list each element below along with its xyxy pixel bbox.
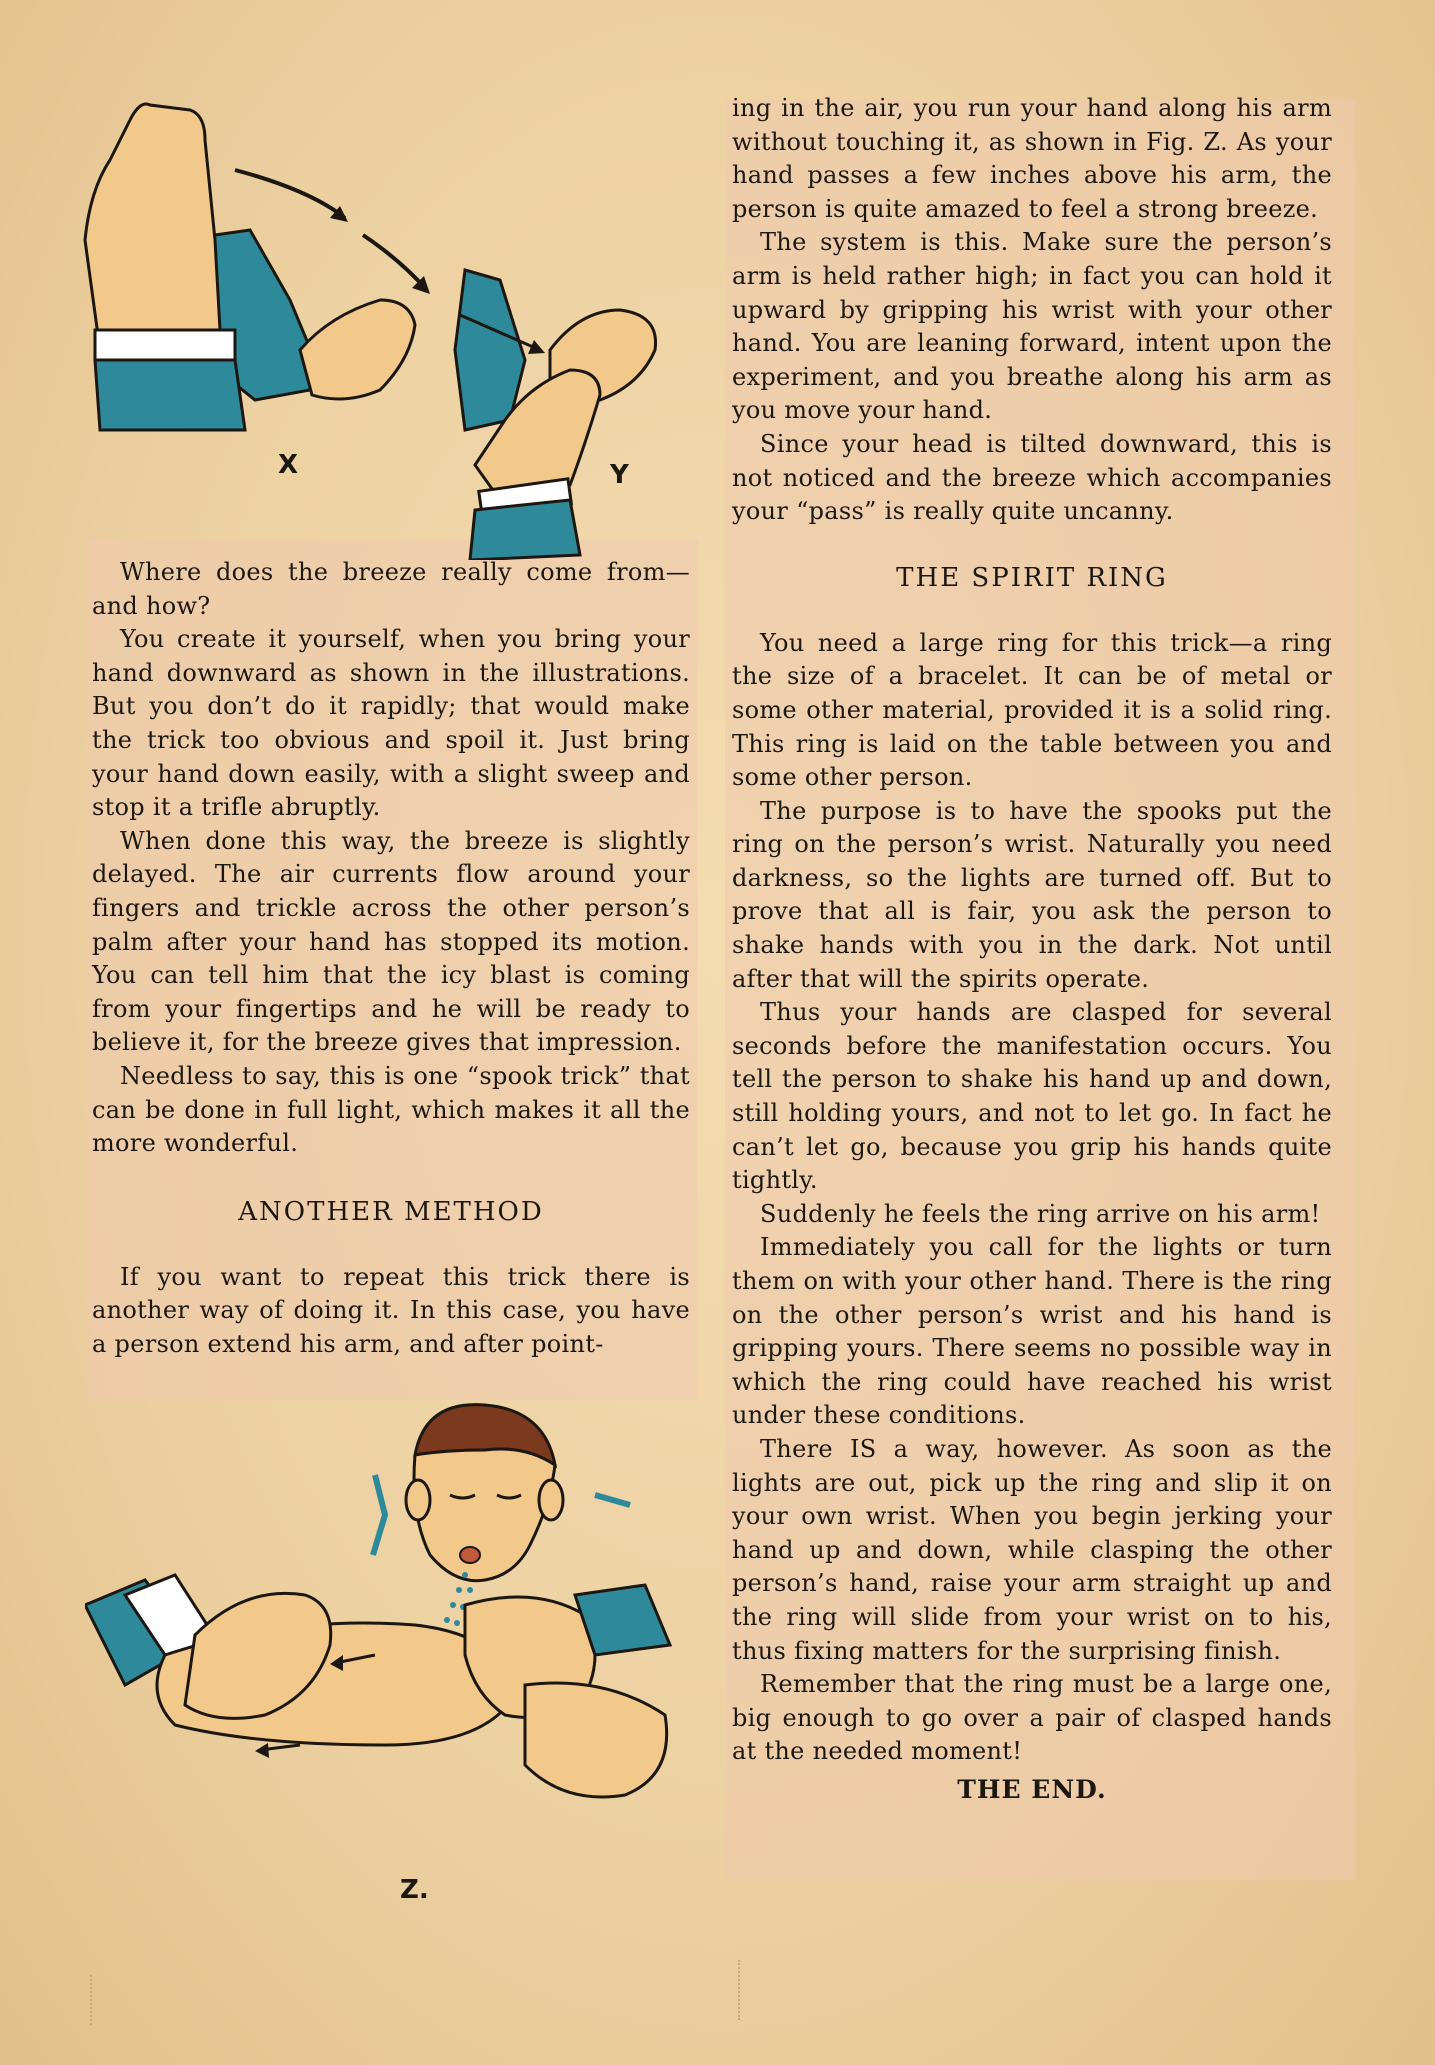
figure-y-label: Y <box>610 460 629 490</box>
left-paragraph-3: Needless to say, this is one “spook trick” that can be done in full light, which makes it all the more wonderful. <box>92 1061 690 1158</box>
ring-paragraph-7: Remember that the ring must be a large one, big enough to go over a pair of clasped hands at the needed moment! <box>732 1670 1332 1766</box>
right-paragraph-2: Since your head is tilted downward, this is not noticed and the breeze which accompanies your “pass” is really quite uncanny. <box>732 429 1332 526</box>
ring-paragraph-6: There IS a way, however. As soon as the lights are out, pick up the ring and slip it on your own wrist. When you begin jerking your hand up and down, while clasping the other person’s hand, raise your arm straight up and the ring will slide from your wrist on to his, thus fixing matters for the surprising finish. <box>732 1434 1332 1665</box>
ring-paragraph-3: Thus your hands are clasped for several seconds before the manifestation occurs. You tell the person to shake his hand up and down, still holding yours, and not to let go. In fact he can’t let go, because you grip his hands quite tightly. <box>732 998 1332 1195</box>
figure-x-label: X <box>278 450 299 480</box>
heading-spirit-ring: THE SPIRIT RING <box>896 562 1168 593</box>
left-paragraph-2: When done this way, the breeze is slightly delayed. The air currents flow around your fingers and trickle across the other person’s palm after your hand has stopped its motion. You can tell him that the icy blast is coming from your fingertips and he will be ready to believe it, for the breeze gives that impression. <box>92 826 690 1057</box>
right-column <box>732 92 1332 1804</box>
left-paragraph-1: You create it yourself, when you bring your hand downward as shown in the illustrations. But you don’t do it rapidly; that would make the trick too obvious and spoil it. Just bring your hand down easily, with a slight sweep and stop it a trifle abruptly. <box>92 625 690 822</box>
heading-another-method: ANOTHER METHOD <box>238 1196 544 1227</box>
ring-paragraph-4: Suddenly he feels the ring arrive on his arm! <box>760 1199 1321 1228</box>
right-continuation: ing in the air, you run your hand along his arm without touching it, as shown in Fig. Z. As your hand passes a few inches above his arm, the person is quite amazed to feel a strong breeze. <box>732 94 1332 223</box>
figure-z-label: Z. <box>400 1875 429 1905</box>
ring-paragraph-5: Immediately you call for the lights or turn them on with your other hand. There is the ring on the other person’s wrist and his hand is gripping yours. There seems no possible way in which the ring could have reached his wrist under these conditions. <box>732 1233 1332 1430</box>
ring-paragraph-1: You need a large ring for this trick—a ring the size of a bracelet. It can be of metal or some other material, provided it is a solid ring. This ring is laid on the table between you and some other person. <box>732 628 1332 792</box>
left-column <box>92 556 690 1361</box>
ring-paragraph-2: The purpose is to have the spooks put the ring on the person’s wrist. Naturally you need darkness, so the lights are turned off. But to prove that all is fair, you ask the person to shake hands with you in the dark. Not until after that will the spirits operate. <box>732 796 1332 993</box>
right-paragraph-1: The system is this. Make sure the person’s arm is held rather high; in fact you can hold it upward by gripping his wrist with your other hand. You are leaning forward, intent upon the experiment, and you breathe along his arm as you move your hand. <box>732 228 1332 425</box>
fold-mark-center <box>738 1960 740 2020</box>
figure-xy <box>80 100 690 560</box>
figure-z <box>85 1395 685 1915</box>
breeze-question: Where does the breeze really come from—and how? <box>92 558 690 620</box>
the-end-label: THE END. <box>957 1774 1107 1804</box>
method-paragraph: If you want to repeat this trick there is another way of doing it. In this case, you have a person extend his arm, and after point- <box>92 1262 690 1358</box>
hands-illustration-xy <box>80 100 690 560</box>
fold-mark-left <box>90 1975 92 2025</box>
breathing-man-illustration <box>85 1395 685 1875</box>
